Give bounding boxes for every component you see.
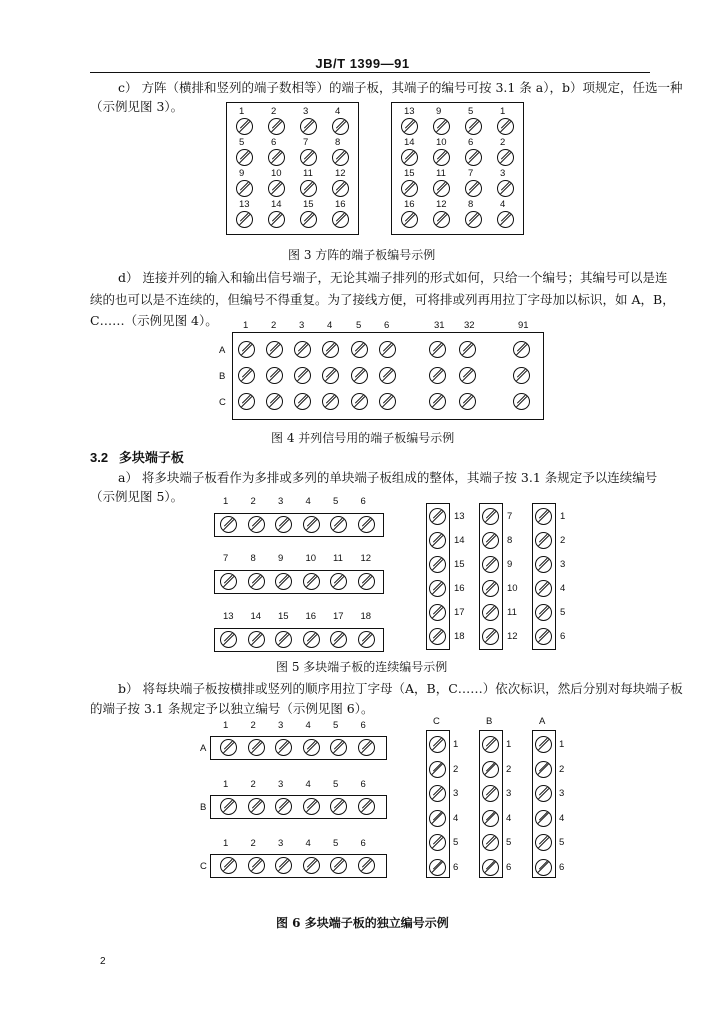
terminal-icon [330, 573, 347, 590]
column-number: 5 [356, 320, 362, 331]
terminal-icon [303, 739, 320, 756]
para-3-2b-line1: b） 将每块端子板按横排或竖列的顺序用拉丁字母（A，B，C……）依次标识，然后分别对每块端子板 [118, 681, 683, 696]
terminal-icon [332, 149, 349, 166]
column-number: 2 [271, 320, 277, 331]
terminal-icon [535, 628, 552, 645]
terminal-icon [379, 393, 396, 410]
section-number: 3.2 [90, 450, 109, 465]
terminal-number: 3 [278, 720, 284, 731]
section-3-2-heading [90, 447, 184, 466]
terminal-number: 3 [560, 559, 566, 570]
terminal-icon [379, 367, 396, 384]
terminal-icon [535, 859, 552, 876]
grid-terminal-number: 10 [436, 137, 447, 148]
grid-terminal-number: 4 [500, 199, 506, 210]
strip-letter: B [200, 802, 207, 813]
terminal-number: 10 [305, 553, 317, 564]
terminal-icon [429, 393, 446, 410]
terminal-number: 6 [559, 861, 565, 873]
terminal-number: 3 [559, 788, 565, 799]
terminal-icon [482, 508, 499, 525]
terminal-number: 9 [278, 553, 284, 564]
fig3-caption: 图 3 方阵的端子板编号示例 [288, 248, 436, 262]
column-number: 6 [384, 320, 390, 331]
terminal-number: 4 [506, 812, 512, 824]
terminal-icon [268, 149, 285, 166]
terminal-icon [465, 180, 482, 197]
grid-terminal-number: 6 [468, 137, 474, 148]
grid-terminal-number: 6 [271, 137, 277, 148]
terminal-icon [266, 393, 283, 410]
terminal-icon [303, 798, 320, 815]
terminal-icon [358, 516, 375, 533]
terminal-number: 15 [454, 559, 465, 570]
terminal-icon [268, 180, 285, 197]
terminal-icon [248, 516, 265, 533]
column-number: 31 [434, 320, 445, 331]
terminal-number: 17 [454, 607, 465, 618]
terminal-number: 1 [223, 720, 229, 731]
terminal-icon [535, 604, 552, 621]
row-letter: C [219, 397, 226, 408]
terminal-number: 6 [360, 720, 366, 731]
terminal-number: 14 [250, 611, 262, 622]
terminal-icon [248, 739, 265, 756]
terminal-icon [248, 857, 265, 874]
grid-terminal-number: 3 [303, 106, 309, 117]
column-number: 32 [464, 320, 475, 331]
terminal-icon [275, 857, 292, 874]
terminal-number: 2 [250, 779, 256, 790]
terminal-icon [482, 785, 499, 802]
terminal-number: 4 [305, 838, 311, 849]
terminal-icon [497, 211, 514, 228]
terminal-icon [433, 149, 450, 166]
para-c-line1: c） 方阵（横排和竖列的端子数相等）的端子板，其端子的编号可按 3.1 条 a），b）项规定，任选一种 [118, 80, 683, 95]
grid-terminal-number: 11 [436, 168, 446, 179]
terminal-icon [268, 211, 285, 228]
terminal-icon [303, 631, 320, 648]
terminal-number: 2 [453, 763, 459, 775]
terminal-icon [482, 556, 499, 573]
terminal-number: 4 [305, 720, 311, 731]
terminal-icon [429, 834, 446, 851]
terminal-icon [266, 341, 283, 358]
grid-terminal-number: 14 [404, 137, 415, 148]
para-3-2a-line2: （示例见图 5）。 [90, 489, 184, 504]
grid-terminal-number: 2 [500, 137, 506, 148]
terminal-number: 18 [454, 631, 465, 642]
terminal-number: 4 [453, 812, 459, 824]
terminal-icon [358, 857, 375, 874]
column-number: 1 [243, 320, 249, 331]
terminal-icon [497, 180, 514, 197]
terminal-number: 2 [250, 838, 256, 849]
terminal-number: 5 [333, 838, 339, 849]
terminal-icon [238, 367, 255, 384]
para-3-2a-line1: a） 将多块端子板看作为多排或多列的单块端子板组成的整体，其端子按 3.1 条规定予以连续编号 [118, 470, 658, 485]
row-letter: B [219, 371, 226, 382]
terminal-icon [465, 211, 482, 228]
para-d-line2: 续的也可以是不连续的，但编号不得重复。为了接线方便，可将排或列再用拉丁字母加以标识，如 A，B， [90, 292, 675, 307]
terminal-icon [358, 739, 375, 756]
terminal-number: 6 [360, 838, 366, 849]
terminal-icon [401, 211, 418, 228]
terminal-icon [429, 556, 446, 573]
column-number: 4 [327, 320, 333, 331]
page-number: 2 [100, 956, 106, 967]
grid-terminal-number: 1 [239, 106, 245, 117]
terminal-icon [429, 810, 446, 827]
terminal-number: 6 [360, 496, 366, 507]
terminal-icon [330, 798, 347, 815]
para-d-line3: C……（示例见图 4）。 [90, 313, 218, 328]
strip-letter: A [539, 716, 546, 727]
terminal-icon [401, 180, 418, 197]
grid-terminal-number: 8 [468, 199, 474, 210]
grid-terminal-number: 16 [404, 199, 415, 210]
terminal-icon [300, 149, 317, 166]
terminal-icon [294, 367, 311, 384]
terminal-number: 2 [250, 720, 256, 731]
terminal-icon [268, 118, 285, 135]
terminal-icon [535, 761, 552, 778]
terminal-icon [401, 118, 418, 135]
terminal-number: 1 [560, 511, 566, 522]
terminal-icon [332, 211, 349, 228]
terminal-icon [535, 736, 552, 753]
terminal-icon [351, 367, 368, 384]
terminal-icon [482, 580, 499, 597]
terminal-icon [497, 149, 514, 166]
terminal-icon [322, 341, 339, 358]
terminal-number: 2 [506, 763, 512, 775]
terminal-icon [303, 516, 320, 533]
terminal-icon [429, 761, 446, 778]
terminal-number: 18 [360, 611, 372, 622]
terminal-number: 5 [333, 496, 339, 507]
column-number: 91 [518, 320, 529, 331]
header-rule [90, 72, 650, 73]
terminal-number: 1 [223, 838, 229, 849]
terminal-icon [275, 573, 292, 590]
terminal-icon [275, 739, 292, 756]
terminal-icon [433, 118, 450, 135]
terminal-icon [497, 118, 514, 135]
strip-letter: C [200, 861, 207, 872]
grid-terminal-number: 13 [404, 106, 415, 117]
terminal-number: 5 [506, 837, 512, 848]
terminal-icon [275, 631, 292, 648]
terminal-number: 8 [507, 535, 513, 546]
terminal-number: 3 [278, 496, 284, 507]
strip-letter: A [200, 743, 207, 754]
terminal-icon [429, 604, 446, 621]
strip-letter: C [433, 716, 440, 727]
terminal-number: 7 [223, 553, 229, 564]
terminal-icon [236, 180, 253, 197]
terminal-icon [303, 573, 320, 590]
terminal-icon [429, 859, 446, 876]
grid-terminal-number: 15 [404, 168, 415, 179]
terminal-icon [482, 604, 499, 621]
terminal-icon [482, 761, 499, 778]
terminal-icon [379, 341, 396, 358]
grid-terminal-number: 15 [303, 199, 314, 210]
terminal-icon [332, 118, 349, 135]
terminal-icon [535, 810, 552, 827]
terminal-number: 5 [453, 837, 459, 848]
terminal-icon [482, 532, 499, 549]
terminal-icon [351, 393, 368, 410]
terminal-icon [429, 341, 446, 358]
terminal-icon [429, 508, 446, 525]
grid-terminal-number: 5 [239, 137, 245, 148]
terminal-icon [332, 180, 349, 197]
terminal-icon [535, 532, 552, 549]
grid-terminal-number: 3 [500, 168, 506, 179]
grid-terminal-number: 9 [436, 106, 442, 117]
terminal-icon [275, 798, 292, 815]
terminal-number: 13 [454, 511, 465, 522]
fig6-caption: 图 6 多块端子板的独立编号示例 [276, 916, 449, 930]
terminal-icon [351, 341, 368, 358]
terminal-icon [322, 367, 339, 384]
terminal-number: 1 [223, 496, 229, 507]
terminal-icon [330, 631, 347, 648]
terminal-icon [535, 785, 552, 802]
terminal-icon [300, 180, 317, 197]
terminal-number: 2 [250, 496, 256, 507]
fig5-caption: 图 5 多块端子板的连续编号示例 [276, 660, 448, 674]
terminal-icon [482, 859, 499, 876]
terminal-number: 15 [278, 611, 289, 622]
terminal-icon [429, 785, 446, 802]
terminal-number: 5 [333, 720, 339, 731]
terminal-number: 1 [223, 779, 229, 790]
terminal-icon [236, 149, 253, 166]
terminal-number: 3 [506, 788, 512, 799]
para-c-line2: （示例见图 3）。 [90, 99, 184, 114]
terminal-icon [465, 118, 482, 135]
terminal-icon [535, 580, 552, 597]
terminal-icon [429, 628, 446, 645]
strip-letter: B [486, 716, 493, 727]
terminal-number: 4 [559, 812, 565, 824]
terminal-icon [513, 367, 530, 384]
terminal-icon [294, 341, 311, 358]
terminal-icon [358, 573, 375, 590]
terminal-number: 16 [305, 611, 317, 622]
grid-terminal-number: 1 [500, 106, 506, 117]
terminal-icon [535, 834, 552, 851]
terminal-icon [465, 149, 482, 166]
terminal-number: 2 [560, 535, 566, 546]
terminal-number: 4 [305, 779, 311, 790]
terminal-number: 5 [333, 779, 339, 790]
terminal-icon [401, 149, 418, 166]
grid-terminal-number: 9 [239, 168, 245, 179]
terminal-icon [220, 739, 237, 756]
terminal-icon [513, 341, 530, 358]
terminal-icon [429, 580, 446, 597]
terminal-number: 16 [454, 583, 465, 594]
terminal-icon [275, 516, 292, 533]
terminal-icon [294, 393, 311, 410]
terminal-icon [459, 393, 476, 410]
terminal-icon [220, 573, 237, 590]
terminal-icon [429, 736, 446, 753]
terminal-number: 6 [560, 631, 566, 642]
terminal-icon [322, 393, 339, 410]
terminal-icon [535, 556, 552, 573]
terminal-icon [248, 631, 265, 648]
terminal-icon [433, 211, 450, 228]
terminal-icon [300, 211, 317, 228]
terminal-icon [535, 508, 552, 525]
terminal-number: 3 [453, 788, 459, 799]
document-header: JB/T 1399—91 [315, 56, 410, 71]
terminal-number: 5 [559, 837, 565, 848]
terminal-icon [238, 393, 255, 410]
fig4-caption: 图 4 并列信号用的端子板编号示例 [271, 431, 455, 445]
grid-terminal-number: 11 [303, 168, 313, 179]
terminal-icon [220, 798, 237, 815]
terminal-number: 8 [250, 553, 256, 564]
terminal-number: 17 [333, 611, 344, 622]
terminal-number: 1 [453, 739, 459, 750]
terminal-number: 3 [278, 779, 284, 790]
terminal-icon [330, 739, 347, 756]
terminal-number: 4 [560, 583, 566, 594]
terminal-number: 12 [360, 553, 372, 564]
terminal-icon [303, 857, 320, 874]
para-3-2b-line2: 的端子按 3.1 条规定予以独立编号（示例见图 6）。 [90, 701, 374, 716]
terminal-number: 13 [223, 611, 234, 622]
terminal-icon [236, 211, 253, 228]
terminal-icon [248, 573, 265, 590]
column-number: 3 [299, 320, 305, 331]
terminal-number: 1 [559, 739, 565, 750]
terminal-icon [482, 736, 499, 753]
section-title: 多块端子板 [118, 450, 184, 465]
terminal-icon [429, 532, 446, 549]
terminal-icon [459, 367, 476, 384]
terminal-icon [433, 180, 450, 197]
grid-terminal-number: 7 [468, 168, 474, 179]
terminal-number: 6 [360, 779, 366, 790]
terminal-icon [220, 857, 237, 874]
terminal-number: 5 [560, 607, 566, 618]
grid-terminal-number: 10 [271, 168, 282, 179]
terminal-icon [300, 118, 317, 135]
terminal-icon [248, 798, 265, 815]
grid-terminal-number: 16 [335, 199, 346, 210]
terminal-number: 4 [305, 496, 311, 507]
grid-terminal-number: 12 [335, 168, 346, 179]
terminal-number: 9 [507, 559, 513, 570]
terminal-icon [513, 393, 530, 410]
terminal-icon [236, 118, 253, 135]
row-letter: A [219, 345, 226, 356]
terminal-number: 12 [507, 631, 518, 642]
terminal-number: 6 [453, 861, 459, 873]
para-d-line1: d） 连接并列的输入和输出信号端子，无论其端子排列的形式如何，只给一个编号；其编号可以是连 [118, 270, 668, 285]
terminal-number: 7 [507, 511, 513, 522]
terminal-icon [459, 341, 476, 358]
terminal-icon [238, 341, 255, 358]
terminal-icon [330, 516, 347, 533]
grid-terminal-number: 2 [271, 106, 277, 117]
terminal-icon [358, 631, 375, 648]
terminal-number: 1 [506, 739, 512, 750]
terminal-number: 10 [507, 583, 518, 594]
terminal-icon [482, 810, 499, 827]
terminal-number: 3 [278, 838, 284, 849]
terminal-icon [358, 798, 375, 815]
grid-terminal-number: 12 [436, 199, 447, 210]
terminal-icon [266, 367, 283, 384]
grid-terminal-number: 5 [468, 106, 474, 117]
terminal-icon [220, 516, 237, 533]
grid-terminal-number: 14 [271, 199, 282, 210]
grid-terminal-number: 13 [239, 199, 250, 210]
grid-terminal-number: 8 [335, 137, 341, 148]
terminal-number: 11 [507, 607, 517, 618]
terminal-icon [482, 628, 499, 645]
terminal-number: 11 [333, 553, 343, 564]
terminal-number: 14 [454, 535, 465, 546]
grid-terminal-number: 4 [335, 106, 341, 117]
terminal-number: 2 [559, 763, 565, 775]
terminal-icon [482, 834, 499, 851]
terminal-icon [220, 631, 237, 648]
grid-terminal-number: 7 [303, 137, 309, 148]
terminal-icon [429, 367, 446, 384]
terminal-icon [330, 857, 347, 874]
terminal-number: 6 [506, 861, 512, 873]
